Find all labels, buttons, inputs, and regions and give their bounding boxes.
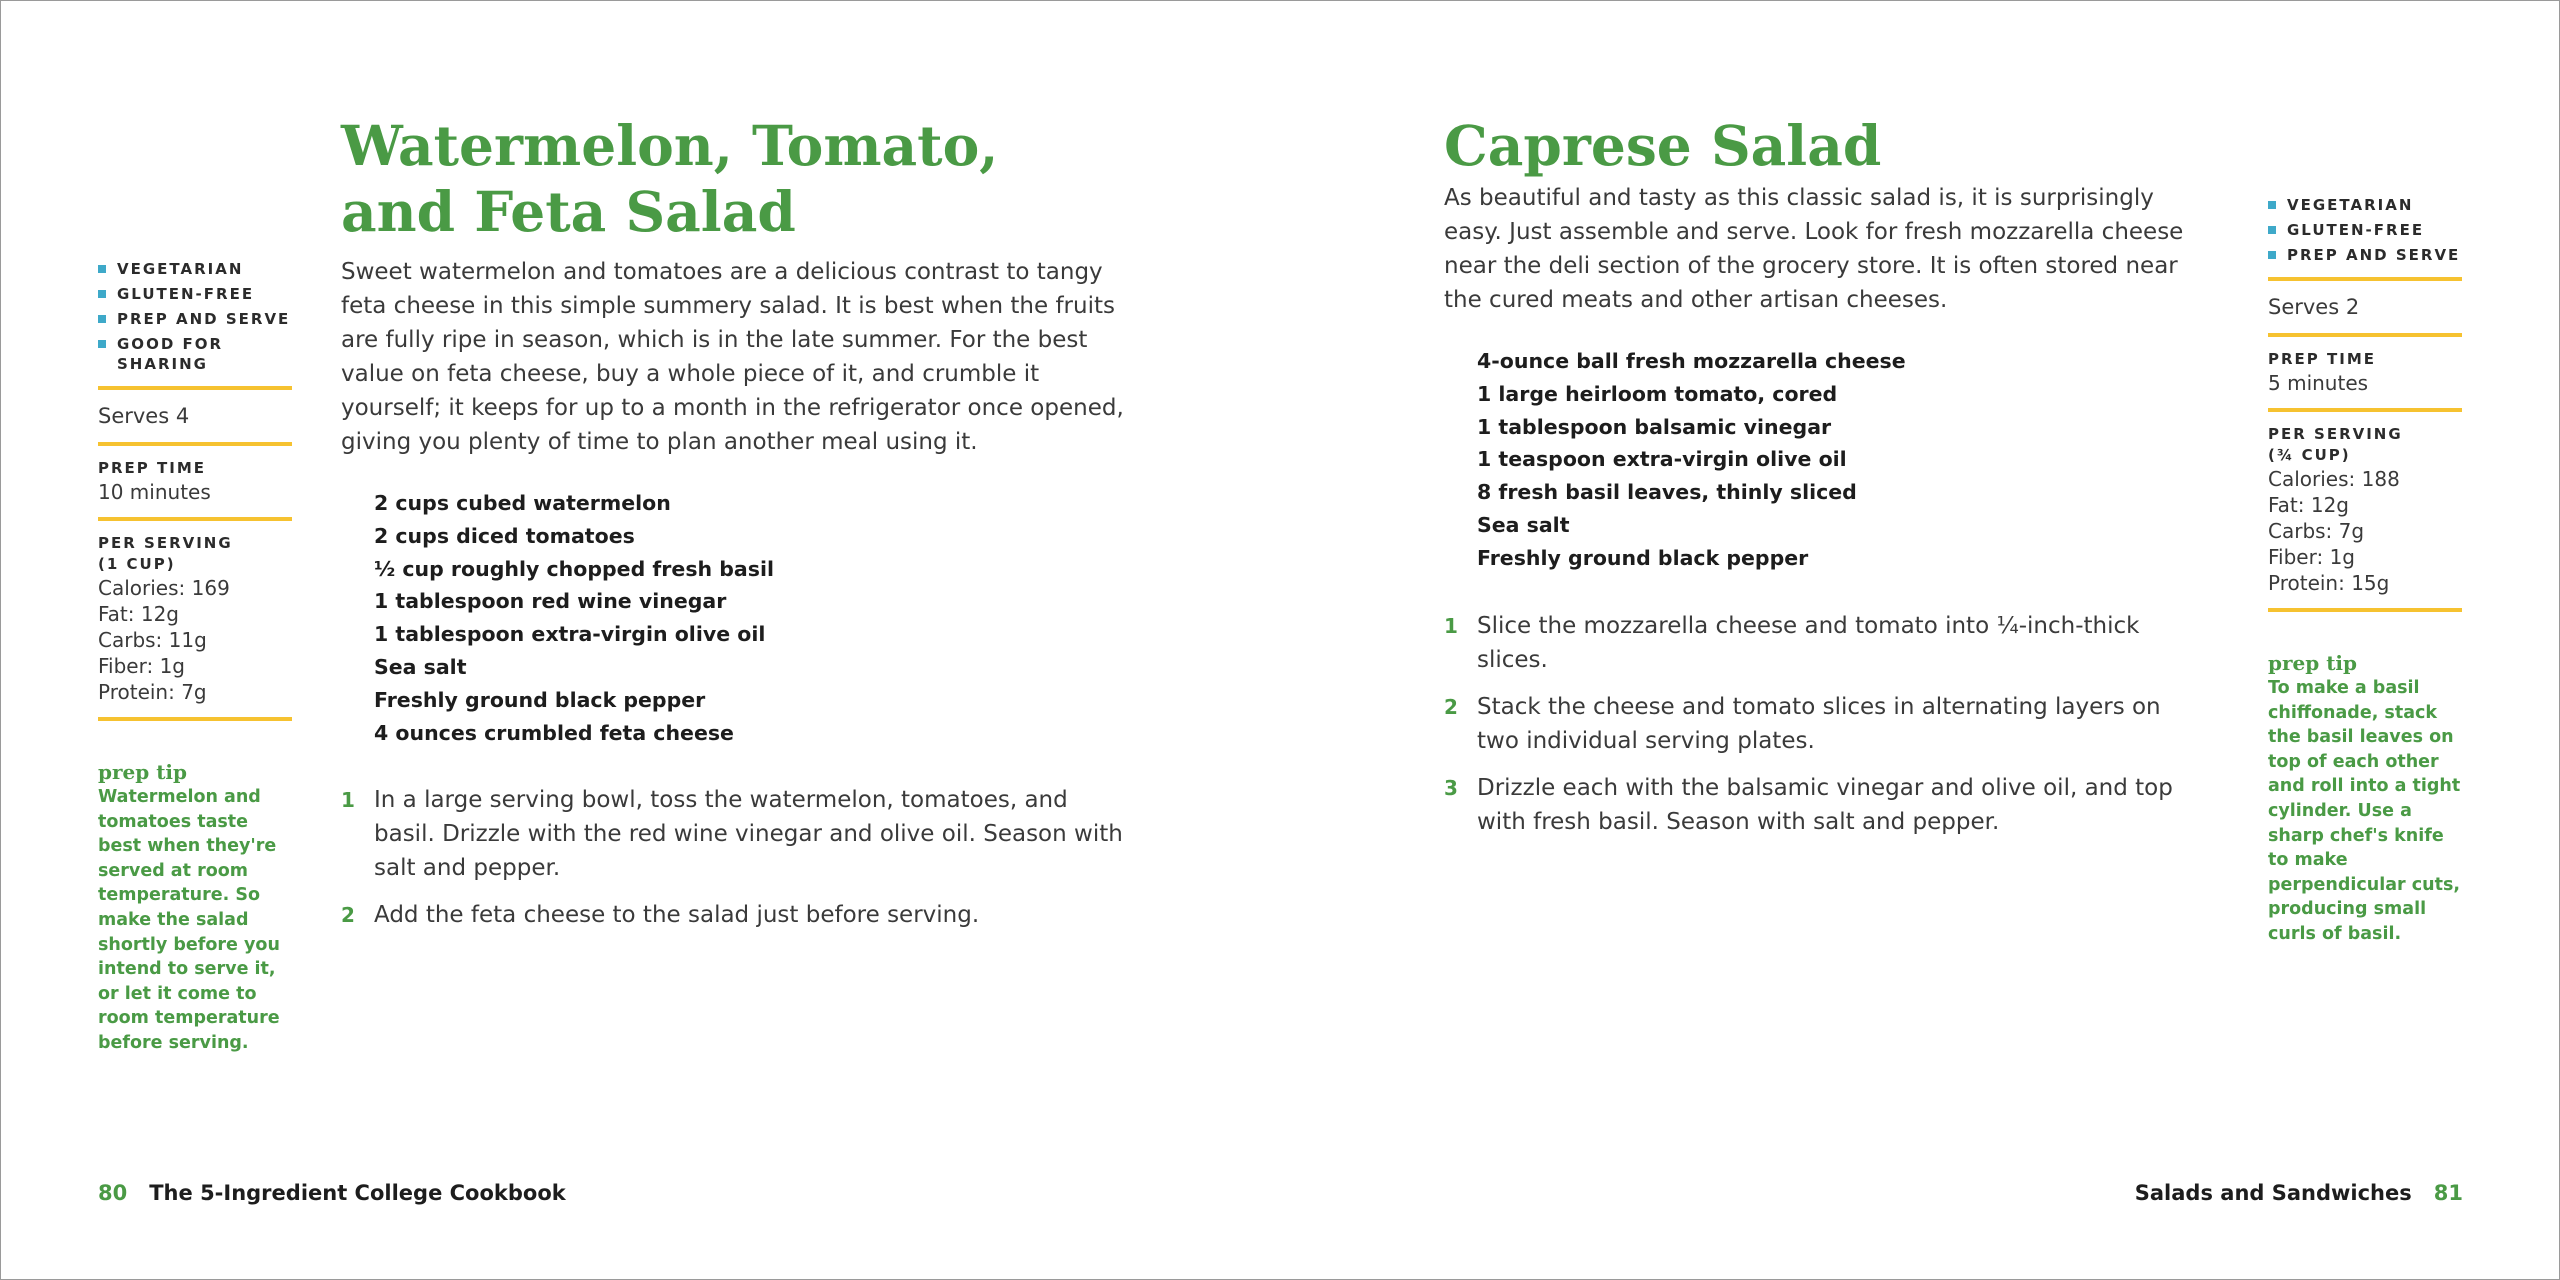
ingredient: 1 teaspoon extra-virgin olive oil <box>1477 447 1847 472</box>
ingredient: 2 cups cubed watermelon <box>374 491 671 515</box>
tag-vegetarian: VEGETARIAN <box>98 259 292 279</box>
tag-bullet-icon <box>2268 226 2276 234</box>
left-footer <box>98 1181 566 1205</box>
tag-bullet-icon <box>98 340 106 348</box>
right-page <box>1280 1 2559 1279</box>
tag-vegetarian: VEGETARIAN <box>2268 195 2462 215</box>
serves: Serves 4 <box>98 404 190 428</box>
ingredient: 1 tablespoon red wine vinegar <box>374 589 727 614</box>
prep-tip-title: prep tip <box>98 760 188 784</box>
step <box>341 898 1131 932</box>
prep-time-value: 5 minutes <box>2268 371 2369 395</box>
ingredient: 8 fresh basil leaves, thinly sliced <box>1477 480 1857 505</box>
tag-gluten-free: GLUTEN-FREE <box>2268 220 2462 240</box>
step-list <box>1444 609 2204 839</box>
recipe-title: Watermelon, Tomato, and Feta Salad <box>341 113 999 244</box>
recipe-title: Caprese Salad <box>1444 113 1882 178</box>
tag-good-for-sharing: GOOD FOR SHARING <box>98 334 227 374</box>
step <box>1444 771 2204 839</box>
left-page <box>1 1 1280 1279</box>
ingredient-list <box>374 487 1131 749</box>
ingredient: 4-ounce ball fresh mozzarella cheese <box>1477 349 1906 373</box>
prep-tip-body: To make a basil chiffonade, stack the basil leaves on top of each other and roll into a tight cylinder. Use a sharp chef's knife to make perpendicular cuts, producing small curls of basil. <box>2268 678 2461 944</box>
chapter-title: Salads and Sandwiches <box>2134 1181 2412 1205</box>
tag-prep-and-serve: PREP AND SERVE <box>98 309 292 329</box>
ingredient: 1 tablespoon balsamic vinegar <box>1477 414 1832 439</box>
right-sidebar <box>2268 195 2462 947</box>
nutrition-fiber: Fiber: 1g <box>98 654 185 678</box>
per-serving-label: PER SERVING <box>2268 425 2403 443</box>
step <box>1444 609 2204 677</box>
step-text: Stack the cheese and tomato slices in alternating layers on two individual serving plates. <box>1477 693 2161 754</box>
page-number: 81 <box>2433 1181 2463 1205</box>
step-text: Slice the mozzarella cheese and tomato into ¼-inch-thick slices. <box>1477 612 2140 673</box>
nutrition-fat: Fat: 12g <box>98 602 180 626</box>
divider <box>98 517 292 521</box>
ingredient-list <box>1477 345 2204 575</box>
step-text: Add the feta cheese to the salad just before serving. <box>374 902 980 929</box>
divider <box>98 717 292 721</box>
left-sidebar <box>98 259 292 1056</box>
divider <box>2268 333 2462 337</box>
step <box>341 783 1131 885</box>
divider <box>2268 408 2462 412</box>
nutrition-calories: Calories: 188 <box>2268 467 2400 491</box>
ingredient: 2 cups diced tomatoes <box>374 523 635 548</box>
nutrition-protein: Protein: 15g <box>2268 571 2390 595</box>
per-serving-amount: (¾ CUP) <box>2268 446 2351 464</box>
right-recipe <box>1444 113 2204 852</box>
ingredient: Freshly ground black pepper <box>374 687 706 712</box>
serves: Serves 2 <box>2268 295 2360 319</box>
ingredient: Freshly ground black pepper <box>1477 545 1809 570</box>
tag-bullet-icon <box>2268 251 2276 259</box>
prep-time-label: PREP TIME <box>2268 350 2376 368</box>
step-text: Drizzle each with the balsamic vinegar and olive oil, and top with fresh basil. Season with salt and pepper. <box>1477 774 2173 835</box>
prep-time-value: 10 minutes <box>98 480 211 504</box>
step-list <box>341 783 1131 932</box>
ingredient: Sea salt <box>374 654 467 679</box>
page-number: 80 <box>98 1181 128 1205</box>
ingredient: 1 large heirloom tomato, cored <box>1477 381 1838 406</box>
nutrition-fiber: Fiber: 1g <box>2268 545 2355 569</box>
recipe-intro: As beautiful and tasty as this classic salad is, it is surprisingly easy. Just assemble and serve. Look for fresh mozzarella cheese near the deli section of the grocery store. It is often stored near the cured meats and other artisan cheeses. <box>1444 185 2184 313</box>
ingredient: Sea salt <box>1477 512 1570 537</box>
step-text: In a large serving bowl, toss the watermelon, tomatoes, and basil. Drizzle with the red wine vinegar and olive oil. Season with salt and pepper. <box>374 787 1123 882</box>
per-serving-amount: (1 CUP) <box>98 555 176 573</box>
left-recipe <box>341 113 1131 945</box>
tag-gluten-free: GLUTEN-FREE <box>98 284 292 304</box>
step-number: 2 <box>1444 694 1458 719</box>
ingredient: ½ cup roughly chopped fresh basil <box>374 556 775 581</box>
right-footer <box>2135 1181 2463 1205</box>
step <box>1444 690 2204 758</box>
nutrition-carbs: Carbs: 7g <box>2268 519 2365 543</box>
tag-prep-and-serve: PREP AND SERVE <box>2268 245 2462 265</box>
divider <box>2268 608 2462 612</box>
step-number: 1 <box>341 788 355 813</box>
divider <box>98 386 292 390</box>
nutrition-fat: Fat: 12g <box>2268 493 2350 517</box>
step-number: 2 <box>341 903 355 928</box>
divider <box>2268 277 2462 281</box>
tag-bullet-icon <box>2268 201 2276 209</box>
prep-time-label: PREP TIME <box>98 459 206 477</box>
tag-bullet-icon <box>98 315 106 323</box>
prep-tip-body: Watermelon and tomatoes taste best when they're served at room temperature. So make the salad shortly before you intend to serve it, or let it come to room temperature before serving. <box>98 787 280 1053</box>
tag-bullet-icon <box>98 265 106 273</box>
step-number: 1 <box>1444 613 1458 638</box>
book-title: The 5-Ingredient College Cookbook <box>149 1181 566 1205</box>
tag-bullet-icon <box>98 290 106 298</box>
step-number: 3 <box>1444 775 1458 800</box>
divider <box>98 442 292 446</box>
prep-tip-title: prep tip <box>2268 651 2358 675</box>
nutrition-calories: Calories: 169 <box>98 576 230 600</box>
recipe-intro: Sweet watermelon and tomatoes are a delicious contrast to tangy feta cheese in this simple summery salad. It is best when the fruits are fully ripe in season, which is in the late summer. For the best value on feta cheese, buy a whole piece of it, and crumble it yourself; it keeps for up to a month in the refrigerator once opened, giving you plenty of time to plan another meal using it. <box>341 259 1124 455</box>
nutrition-carbs: Carbs: 11g <box>98 628 207 652</box>
nutrition-protein: Protein: 7g <box>98 680 207 704</box>
diet-tags <box>2268 195 2462 265</box>
per-serving-label: PER SERVING <box>98 534 233 552</box>
ingredient: 1 tablespoon extra-virgin olive oil <box>374 622 766 647</box>
diet-tags <box>98 259 292 374</box>
ingredient: 4 ounces crumbled feta cheese <box>374 720 734 745</box>
